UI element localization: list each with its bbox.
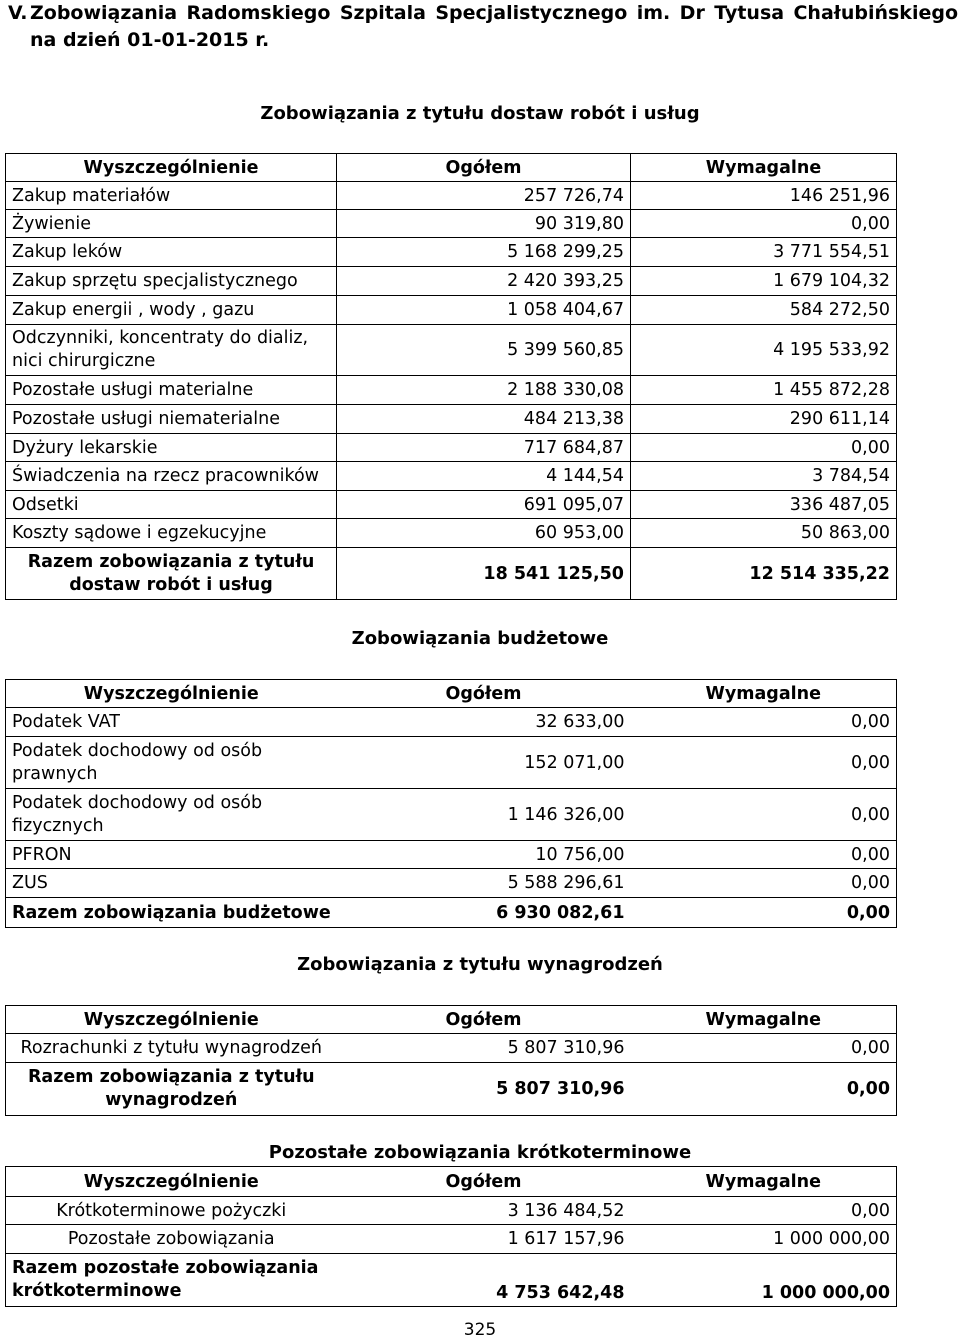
row-total: 60 953,00 [337,519,631,548]
row-label: PFRON [12,844,72,865]
row-label: Odczynniki, koncentraty do dializ, nici chirurgiczne [6,325,337,376]
row-label: Krótkoterminowe pożyczki [56,1200,287,1221]
row-total: 3 136 484,52 [507,1200,625,1221]
table-row [6,182,897,210]
col-header-total: Ogółem [445,683,522,704]
table-row [6,210,897,238]
document-heading [8,0,958,54]
row-total: 90 319,80 [337,210,631,238]
col-header-desc: Wyszczególnienie [83,1171,259,1192]
table-row [6,296,897,325]
sum-due: 0,00 [846,1079,890,1099]
row-label: Podatek VAT [12,712,120,732]
section-title-supplies: Zobowiązania z tytułu dostaw robót i usług [260,103,700,124]
table-row [6,519,897,548]
row-label: Zakup sprzętu specjalistycznego [6,267,337,296]
row-total: 5 168 299,25 [337,238,631,267]
row-label: Świadczenia na rzecz pracowników [6,462,337,491]
col-header-due: Wymagalne [705,1009,821,1030]
table-row [6,267,897,296]
row-due: 0,00 [851,1200,890,1221]
sum-label: Razem zobowiązania budżetowe [12,902,331,923]
col-header-desc: Wyszczególnienie [83,1009,259,1030]
row-label: Zakup materiałów [6,182,337,210]
row-due: 0,00 [851,712,890,732]
row-total: 717 684,87 [337,434,631,462]
row-label: Dyżury lekarskie [6,434,337,462]
table-sum-row [6,1063,897,1116]
sum-label: Razem pozostałe zobowiązania krótkoterminowe [12,1258,319,1301]
table-supplies [5,153,897,600]
row-total: 691 095,07 [337,491,631,519]
row-label: Koszty sądowe i egzekucyjne [6,519,337,548]
row-total: 1 617 157,96 [507,1229,625,1249]
row-label: Zakup leków [6,238,337,267]
row-total: 5 399 560,85 [337,325,631,376]
row-due: 3 784,54 [631,462,897,491]
row-label: Rozrachunki z tytułu wynagrodzeń [20,1038,322,1058]
row-label: Pozostałe usługi niematerialne [6,405,337,434]
col-header-due: Wymagalne [705,1171,821,1192]
table-row [6,405,897,434]
row-total: 4 144,54 [337,462,631,491]
row-label: Podatek dochodowy od osób fizycznych [12,792,263,836]
page-number: 325 [463,1320,497,1340]
row-label: Żywienie [6,210,337,238]
row-total: 1 058 404,67 [337,296,631,325]
col-header-due: Wymagalne [631,154,897,182]
row-total: 2 188 330,08 [337,376,631,405]
row-due: 0,00 [851,804,890,825]
row-label: Pozostałe zobowiązania [67,1229,275,1249]
row-total: 1 146 326,00 [507,804,625,825]
sum-due: 1 000 000,00 [761,1283,890,1303]
sum-total: 6 930 082,61 [496,902,625,923]
table-row [6,708,897,737]
sum-total: 5 807 310,96 [496,1079,625,1099]
row-due: 0,00 [851,752,890,773]
row-label: ZUS [12,873,48,893]
table-sum-row [6,898,897,928]
row-due: 50 863,00 [631,519,897,548]
row-due: 0,00 [851,873,890,893]
row-due: 0,00 [851,1038,890,1058]
sum-total: 18 541 125,50 [337,548,631,600]
table-header-row [6,1006,897,1034]
row-label: Zakup energii , wody , gazu [6,296,337,325]
table-row [6,325,897,376]
table-row [6,1034,897,1063]
heading-title: Zobowiązania Radomskiego Szpitala Specjalistycznego im. Dr Tytusa Chałubińskiego na dzień 01-01-2015 r. [30,2,958,51]
table-row [6,491,897,519]
row-due: 336 487,05 [631,491,897,519]
row-total: 32 633,00 [535,712,625,732]
table-row [6,841,897,869]
row-due: 0,00 [631,434,897,462]
row-due: 3 771 554,51 [631,238,897,267]
sum-due: 12 514 335,22 [631,548,897,600]
sum-due: 0,00 [846,902,890,923]
row-due: 1 679 104,32 [631,267,897,296]
sum-label: Razem zobowiązania z tytułu dostaw robót i usług [6,548,337,600]
table-budget [5,679,897,928]
row-total: 484 213,38 [337,405,631,434]
table-row [6,462,897,491]
row-due: 290 611,14 [631,405,897,434]
table-row [6,238,897,267]
col-header-total: Ogółem [445,1171,522,1192]
row-total: 5 807 310,96 [507,1038,625,1058]
row-due: 1 000 000,00 [773,1229,890,1249]
table-sum-row [6,548,897,600]
row-label: Podatek dochodowy od osób prawnych [12,740,263,784]
table-row [6,1197,897,1225]
table-header-row [6,680,897,708]
table-short-term [5,1166,897,1307]
row-total: 2 420 393,25 [337,267,631,296]
table-row [6,1225,897,1254]
row-total: 257 726,74 [337,182,631,210]
table-row [6,434,897,462]
section-title-budget: Zobowiązania budżetowe [351,628,609,649]
section-title-salaries: Zobowiązania z tytułu wynagrodzeń [297,954,663,975]
table-row [6,789,897,841]
row-due: 4 195 533,92 [631,325,897,376]
col-header-desc: Wyszczególnienie [6,154,337,182]
table-row [6,869,897,898]
row-total: 5 588 296,61 [507,873,625,893]
col-header-due: Wymagalne [705,683,821,704]
row-due: 0,00 [631,210,897,238]
table-salaries [5,1005,897,1116]
row-label: Odsetki [6,491,337,519]
table-sum-row [6,1254,897,1307]
heading-number: V. [8,2,28,24]
col-header-desc: Wyszczególnienie [83,683,259,704]
col-header-total: Ogółem [445,1009,522,1030]
table-row [6,737,897,789]
row-total: 152 071,00 [524,752,625,773]
row-due: 1 455 872,28 [631,376,897,405]
row-due: 584 272,50 [631,296,897,325]
table-header-row [6,154,897,182]
table-header-row [6,1167,897,1197]
sum-total: 4 753 642,48 [496,1283,625,1303]
section-title-short-term: Pozostałe zobowiązania krótkoterminowe [268,1142,692,1163]
row-total: 10 756,00 [535,844,625,865]
row-label: Pozostałe usługi materialne [6,376,337,405]
row-due: 146 251,96 [631,182,897,210]
table-row [6,376,897,405]
row-due: 0,00 [851,844,890,865]
sum-label: Razem zobowiązania z tytułu wynagrodzeń [27,1067,315,1110]
col-header-total: Ogółem [337,154,631,182]
